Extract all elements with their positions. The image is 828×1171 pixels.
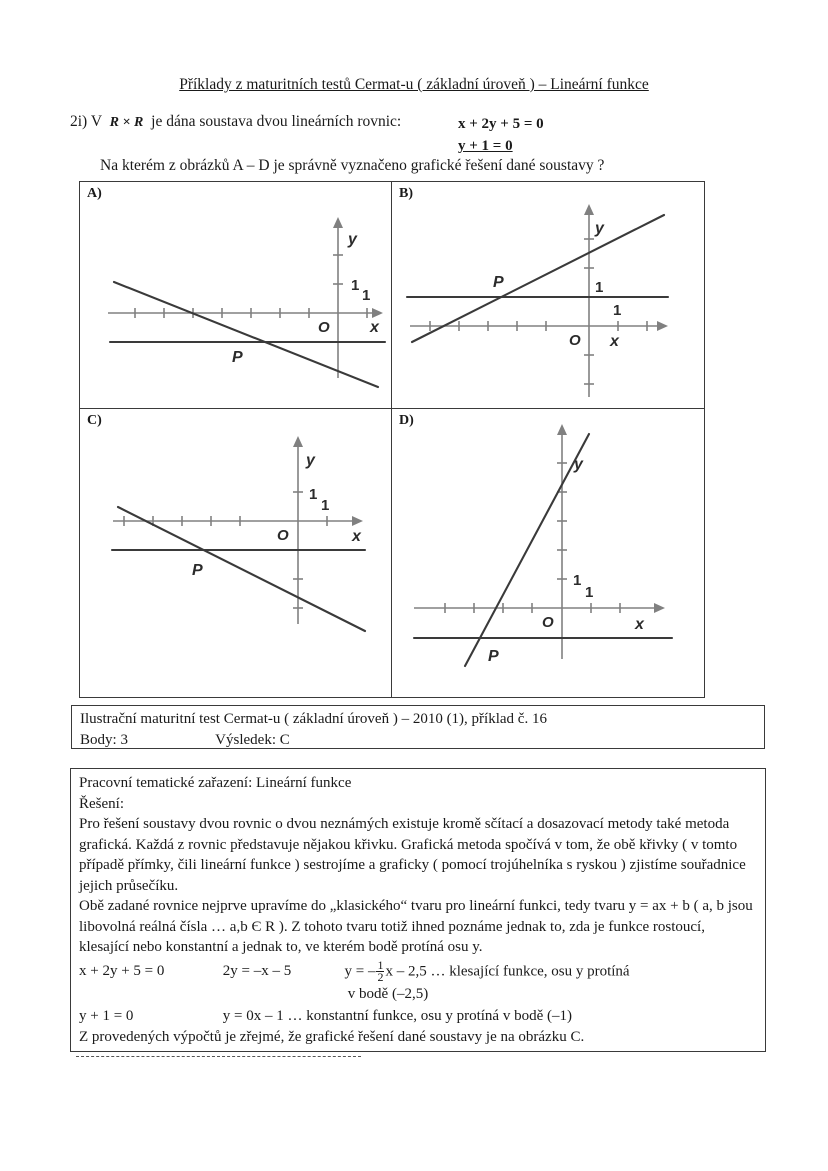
question-number: 2i): [70, 113, 88, 130]
equation-1: x + 2y + 5 = 0: [458, 116, 544, 132]
figure-d-point-label: P: [488, 648, 499, 665]
page-title-text: Příklady z maturitních testů Cermat-u ( základní úroveň ) – Lineární funkce: [179, 76, 649, 93]
figure-c-x-label: x: [352, 528, 361, 545]
figure-a-y-label: y: [348, 231, 357, 248]
equation-system: [458, 113, 544, 157]
solution-conclusion: Z provedených výpočtů je zřejmé, že grafické řešení dané soustavy je na obrázku C.: [79, 1028, 585, 1045]
figure-b-x-unit: 1: [613, 302, 622, 319]
topic-line: Pracovní tematické zařazení: Lineární funkce: [79, 775, 352, 791]
source-score-row: [80, 730, 756, 751]
figure-panel-d: [392, 409, 704, 697]
figure-d-graph: [392, 409, 704, 697]
figure-label-c: C): [87, 413, 102, 428]
figure-c-origin-label: O: [277, 527, 289, 544]
calc-row-1: [79, 957, 757, 984]
fraction-numerator: 1: [377, 957, 384, 972]
figure-a-x-unit: 1: [362, 287, 371, 304]
figure-grid: [79, 181, 705, 698]
figure-a-graph: [80, 182, 392, 408]
fraction-one-half: [376, 957, 384, 984]
source-box: [71, 705, 765, 749]
figure-d-origin-label: O: [542, 614, 554, 631]
figure-b-y-unit: 1: [595, 279, 604, 296]
fraction-denominator: 2: [377, 969, 384, 984]
result-label: Výsledek:: [215, 732, 276, 748]
figure-d-x-label: x: [635, 616, 644, 633]
calc-1-original: x + 2y + 5 = 0: [79, 963, 165, 980]
calc-1-step: 2y = –x – 5: [222, 963, 292, 980]
question-text: je dána soustava dvou lineárních rovnic:: [151, 113, 402, 130]
figure-a-y-unit: 1: [351, 277, 360, 294]
solution-paragraph-2: Obě zadané rovnice nejprve upravíme do „klasického“ tvaru pro lineární funkci, tedy tvaru y = ax + b ( a, b jsou libovolná reálná čísla … a,b Є R ). Z tohoto tvaru totiž ihned poznáme jednak to, zda je funkce rostoucí, klesající nebo konstantní a jednak to, ve kterém bodě protíná osu y.: [79, 898, 753, 955]
figure-a-x-label: x: [370, 319, 379, 336]
points-value: 3: [120, 732, 128, 748]
calc-2-result: y = 0x – 1 … konstantní funkce, osu y protíná v bodě (–1): [222, 1008, 572, 1024]
figure-b-graph: [392, 182, 704, 408]
equation-2: y + 1 = 0: [458, 138, 513, 154]
figure-panel-c: [80, 409, 392, 697]
solution-box: [70, 768, 766, 1052]
calc-row-1-continued: v bodě (–2,5): [347, 985, 429, 1002]
calc-row-2: [79, 1006, 757, 1027]
figure-a-origin-label: O: [318, 319, 330, 336]
figure-label-b: B): [399, 186, 413, 201]
figure-d-x-unit: 1: [585, 584, 594, 601]
figure-d-y-unit: 1: [573, 572, 582, 589]
figure-b-origin-label: O: [569, 332, 581, 349]
figure-c-y-unit: 1: [309, 486, 318, 503]
figure-c-x-unit: 1: [321, 497, 330, 514]
figure-a-point-label: P: [232, 349, 243, 366]
figure-c-graph: [80, 409, 392, 697]
question-lead: V: [90, 113, 102, 130]
calc-2-original: y + 1 = 0: [79, 1008, 134, 1024]
result-value: C: [279, 732, 290, 748]
figure-panel-a: [80, 182, 392, 409]
page-title: [0, 76, 828, 94]
source-line: Ilustrační maturitní test Cermat-u ( základní úroveň ) – 2010 (1), příklad č. 16: [80, 711, 547, 727]
figure-c-y-label: y: [306, 452, 315, 469]
figure-b-y-label: y: [595, 220, 604, 237]
figure-c-point-label: P: [192, 562, 203, 579]
figure-d-y-label: y: [574, 456, 583, 473]
solution-heading: Řešení:: [79, 795, 124, 812]
figure-label-d: D): [399, 413, 414, 428]
figure-label-a: A): [87, 186, 102, 201]
calc-1-result-prefix: y = –: [344, 963, 376, 980]
set-symbol: R × R: [109, 115, 144, 130]
solution-paragraph-1: Pro řešení soustavy dvou rovnic o dvou neznámých existuje kromě sčítací a dosazovací metody také metoda grafická. Každá z rovnic představuje nějakou křivku. Grafická metoda spočívá v tom, že obě křivky ( v tomto případě přímky, čili lineární funkce ) sestrojíme a graficky ( pomocí trojúhelníka s ryskou ) zjistíme souřadnice jejich průsečíku.: [79, 816, 746, 894]
footer-divider: [76, 1056, 361, 1057]
question-line: [70, 113, 770, 131]
figure-b-point-label: P: [493, 274, 504, 291]
figure-b-x-label: x: [610, 333, 619, 350]
figure-panel-b: [392, 182, 704, 409]
question-prompt: Na kterém z obrázků A – D je správně vyznačeno grafické řešení dané soustavy ?: [100, 157, 605, 174]
calc-1-result-suffix: x – 2,5 … klesající funkce, osu y protíná: [385, 963, 630, 980]
points-label: Body:: [80, 732, 117, 748]
